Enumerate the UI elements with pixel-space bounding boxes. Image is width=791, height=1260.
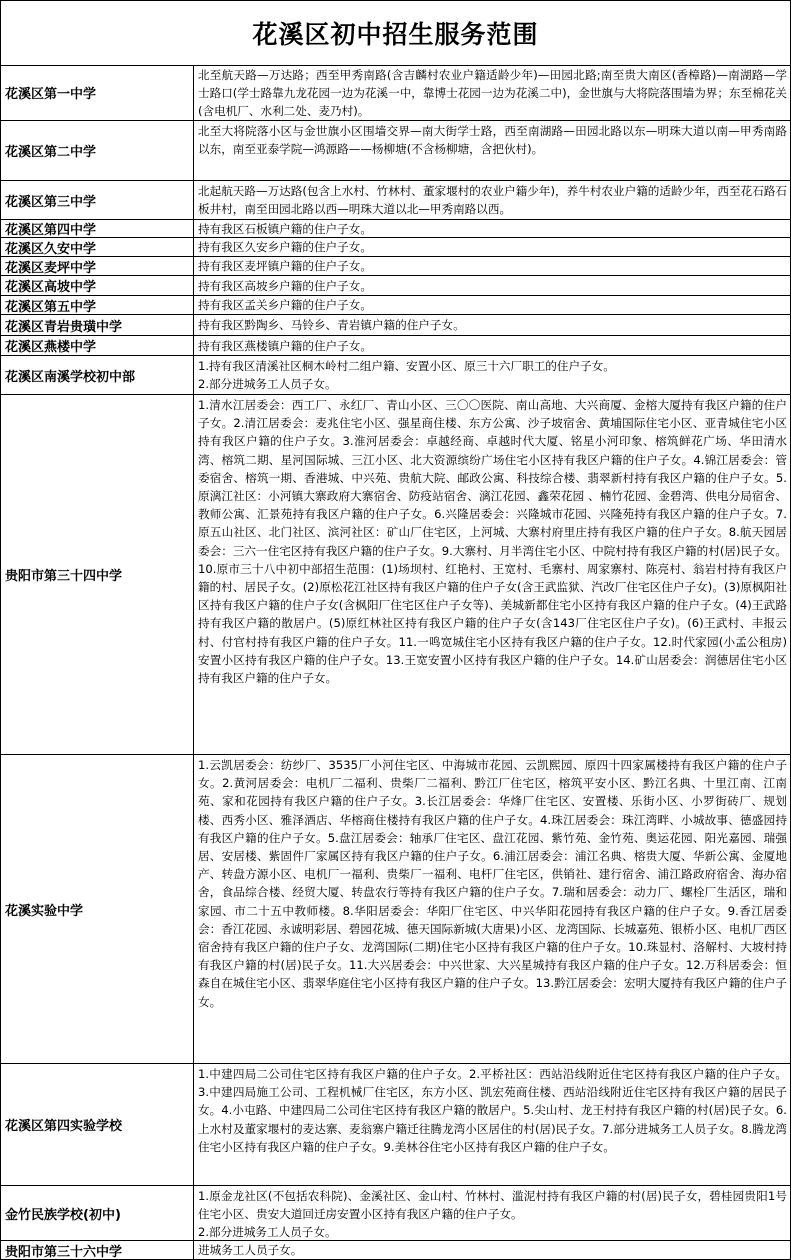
service-area-item: 北至大将院落小区与金世旗小区围墙交界—南大街学士路，西至南湖路—田园北路以东—明珠大道以南—甲秀南路以东，南至亚泰学院—鸿源路——杨柳塘(不含杨柳塘，含把伙村)。 [198,124,787,157]
service-area-item: 持有我区燕楼镇户籍的住户子女。 [198,338,372,353]
table-row [1,356,790,395]
service-area [194,257,790,275]
school-name: 花溪区第三中学 [1,181,194,219]
school-name: 花溪区第四实验学校 [1,1064,194,1185]
table-row [1,220,790,238]
table-row [1,65,790,121]
service-area-item: 1.云凯居委会：纺纱厂、3535厂小河住宅区、中海城市花园、云凯熙园、原四十四家属楼持有我区户籍的住户子女。2.黄河居委会：电机厂二福利、贵柴厂二福利、黔江厂住宅区，榕筑平安小区、黔江名典、十里江南、江南苑、家和花园持有我区户籍的住户子女。3.长江居委会：华烽厂住宅区、安置楼、乐街小区、小罗街砖厂、规划楼、西秀小区、雅泽酒店、华榕商住楼持有我区户籍的住户子女。4.珠江居委会：珠江湾畔、小城故事、德盛园持有我区户籍的住户子女。5.盘江居委会：轴承厂住宅区、盘江花园、紫竹苑、金竹苑、奥运花园、阳光嘉园、瑞强居、安居楼、紫固件厂家属区持有我区户籍的住户子女。6.浦江居委会：浦江名典、榕贵大厦、华新公寓、金厦地产、转盘方源小区、电机厂一福利、贵柴厂一福利、电杆厂住宅区，供销社、建行宿舍、浦江路政府宿舍、海办宿舍，食品综合楼、经贸大厦、转盘农行等持有我区户籍的住户子女。7.瑞和居委会：动力厂、螺栓厂生活区，瑞和家园、市二十五中教师楼。8.华阳居委会：华阳厂住宅区、中兴华阳花园持有我区户籍的住户子女。9.香江居委会：香江花园、永诚明彩居、碧园花城、德天国际新城(大唐果)小区、龙湾国际、长城嘉苑、银桥小区、电机厂西区宿舍持有我区户籍的住户子女、龙湾国际(二期)住宅小区持有我区户籍的住户子女。10.珠显村、洛解村、大坡村持有我区户籍的村(居)民子女。11.大兴居委会：中兴世家、大兴星城持有我区户籍的住户子女。12.万科居委会：恒森自在城住宅小区、翡翠华庭住宅小区持有我区户籍的住户子女。13.黔江居委会：宏明大厦持有我区户籍的住户子女。 [198,758,787,1009]
table-row [1,315,790,336]
school-name: 花溪区第四中学 [1,220,194,237]
service-area-item: 持有我区久安乡户籍的住户子女。 [198,240,372,255]
table-row [1,238,790,257]
service-area-item: 1.持有我区清溪社区桐木岭村二组户籍、安置小区、原三十六厂职工的住户子女。 [198,359,615,373]
table-row [1,296,790,315]
table-row [1,257,790,276]
table-row [1,755,790,1064]
service-area-item: 2.部分进城务工人员子女。 [198,377,337,392]
service-area-item: 北至航天路—万达路；西至甲秀南路(含吉麟村农业户籍适龄少年)—田园北路;南至贵大南区(香樟路)—南湖路—学士路口(学士路靠九龙花园一边为花溪一中，靠博士花园一边为花溪二中)，金世旗与大将院落围墙为界；东至棉花关(含电机厂、水利二处、麦乃村)。 [198,68,787,119]
service-area-item: 1.清水江居委会：西工厂、永红厂、青山小区、三〇〇医院、南山高地、大兴商厦、金榕大厦持有我区户籍的住户子女。2.清江居委会：麦兆住宅小区、强星商住楼、东方公寓、沙子坡宿舍、黄埔国际住宅小区、亚青城住宅小区持有我区户籍的住户子女。3.淮河居委会：卓越经商、卓越时代大厦、铭星小河印象、榕筑鲜花广场、华田清水湾、榕筑二期、星河国际城、三江小区、北大资源缤纷广场住宅小区持有我区户籍的住户子女。4.锦江居委会：管委宿舍、榕筑一期、香港城、中兴苑、贵航大院、邮政公寓、科技综合楼、翡翠新村持有我区户籍的住户子女。5.原漓江社区：小河镇大寨政府大寨宿舍、防疫站宿舍、漓江花园、鑫荣花园 、楠竹花园、金碧湾、供电分局宿舍、教师公寓、汇景苑持有我区户籍的住户子女。6.兴隆居委会：兴隆城市花园、兴隆苑持有我区户籍的住户子女。7.原五山社区、北门社区、滨河社区：矿山厂住宅区，上河城、大寨村府里庄持有我区户籍的住户子女。8.航天园居委会：三六一住宅区持有我区户籍的住户子女。9.大寨村、月半湾住宅小区、中院村持有我区户籍的村(居)民子女。10.原市三十八中初中部招生范围：(1)场坝村、红艳村、王宽村、毛寨村、周家寨村、陈亮村、翁岩村持有我区户籍的村、居民子女。(2)原松花江社区持有我区户籍的住户子女(含王武监狱、汽改厂住宅区住户子女)。(3)原枫阳社区持有我区户籍的住户子女(含枫阳厂住宅区住户子女等)、美城新都住宅小区持有我区户籍的住户子女。(4)王武路持有我区户籍的散居户。(5)原红林社区持有我区户籍的住户子女(含143厂住宅区住户子女)。(6)王武村、丰报云村、付官村持有我区户籍的住户子女。11.一鸣宽城住宅小区持有我区户籍的住户子女。12.时代家园(小孟公租房)安置小区持有我区户籍的住户子女。13.王宽安置小区持有我区户籍的住户子女。14.矿山居委会：润德居住宅小区持有我区户籍的住户子女。 [198,398,787,686]
school-name: 金竹民族学校(初中) [1,1186,194,1240]
school-name: 花溪区燕楼中学 [1,336,194,355]
table-row [1,121,790,181]
service-area [194,755,790,1063]
school-name: 花溪区高坡中学 [1,276,194,295]
table-row [1,1064,790,1186]
table-row [1,276,790,296]
service-area-item: 持有我区孟关乡户籍的住户子女。 [198,298,372,313]
service-area-item: 进城务工人员子女。 [198,1243,303,1258]
school-name: 花溪区麦坪中学 [1,257,194,275]
service-area-item: 持有我区高坡乡户籍的住户子女。 [198,278,372,293]
service-area [194,336,790,355]
school-name: 花溪区久安中学 [1,238,194,256]
school-name: 贵阳市第三十六中学 [1,1241,194,1259]
table-row [1,336,790,356]
school-name: 花溪区第五中学 [1,296,194,314]
service-area [194,356,790,394]
service-area [194,121,790,180]
school-name: 花溪实验中学 [1,755,194,1063]
service-area [194,1064,790,1185]
service-area-item: 持有我区石板镇户籍的住户子女。 [198,221,372,236]
service-area-item: 北起航天路—万达路(包含上水村、竹林村、董家堰村的农业户籍少年)，养牛村农业户籍的适龄少年，西至花石路石板井村，南至田园北路以西—明珠大道以北—甲秀南路以西。 [198,184,787,217]
service-area [194,276,790,295]
school-name: 花溪区第二中学 [1,121,194,180]
service-area [194,65,790,120]
table-row [1,395,790,755]
school-name: 贵阳市第三十四中学 [1,395,194,754]
school-name: 花溪区青岩贵璜中学 [1,315,194,335]
service-area [194,181,790,219]
service-area-item: 持有我区麦坪镇户籍的住户子女。 [198,259,372,274]
table-row [1,1241,790,1260]
service-area-item: 持有我区黔陶乡、马铃乡、青岩镇户籍的住户子女。 [198,318,465,333]
service-area [194,238,790,256]
service-area-item: 1.原金龙社区(不包括农科院)、金溪社区、金山村、竹林村、滥泥村持有我区户籍的村(居)民子女，碧桂园贵阳1号住宅小区、贵安大道回迁房安置小区持有我区户籍的住户子女。 [198,1189,787,1222]
service-area [194,296,790,314]
table-row [1,1186,790,1241]
service-area [194,315,790,335]
service-area-item: 1.中建四局二公司住宅区持有我区户籍的住户子女。2.平桥社区：西站沿线附近住宅区持有我区户籍的住户子女。3.中建四局施工公司、工程机械厂住宅区，东方小区、凯宏苑商住楼、西站沿线附近住宅区持有我区户籍的居民子女。4.小屯路、中建四局二公司住宅区持有我区户籍的散居户。5.尖山村、龙王村持有我区户籍的村(居)民子女。6.上水村及董家堰村的麦达寨、麦翁寨户籍迁往腾龙湾小区居住的村(居)民子女。7.部分进城务工人员子女。8.腾龙湾住宅小区持有我区户籍的住户子女。9.美林谷住宅小区持有我区户籍的住户子女。 [198,1067,787,1154]
school-name: 花溪区第一中学 [1,65,194,120]
page-title: 花溪区初中招生服务范围 [1,1,790,66]
service-area [194,1241,790,1259]
service-area-item: 2.部分进城务工人员子女。 [198,1225,337,1240]
school-name: 花溪区南溪学校初中部 [1,356,194,394]
service-area [194,395,790,754]
service-area [194,220,790,237]
table-row [1,181,790,220]
service-area [194,1186,790,1240]
